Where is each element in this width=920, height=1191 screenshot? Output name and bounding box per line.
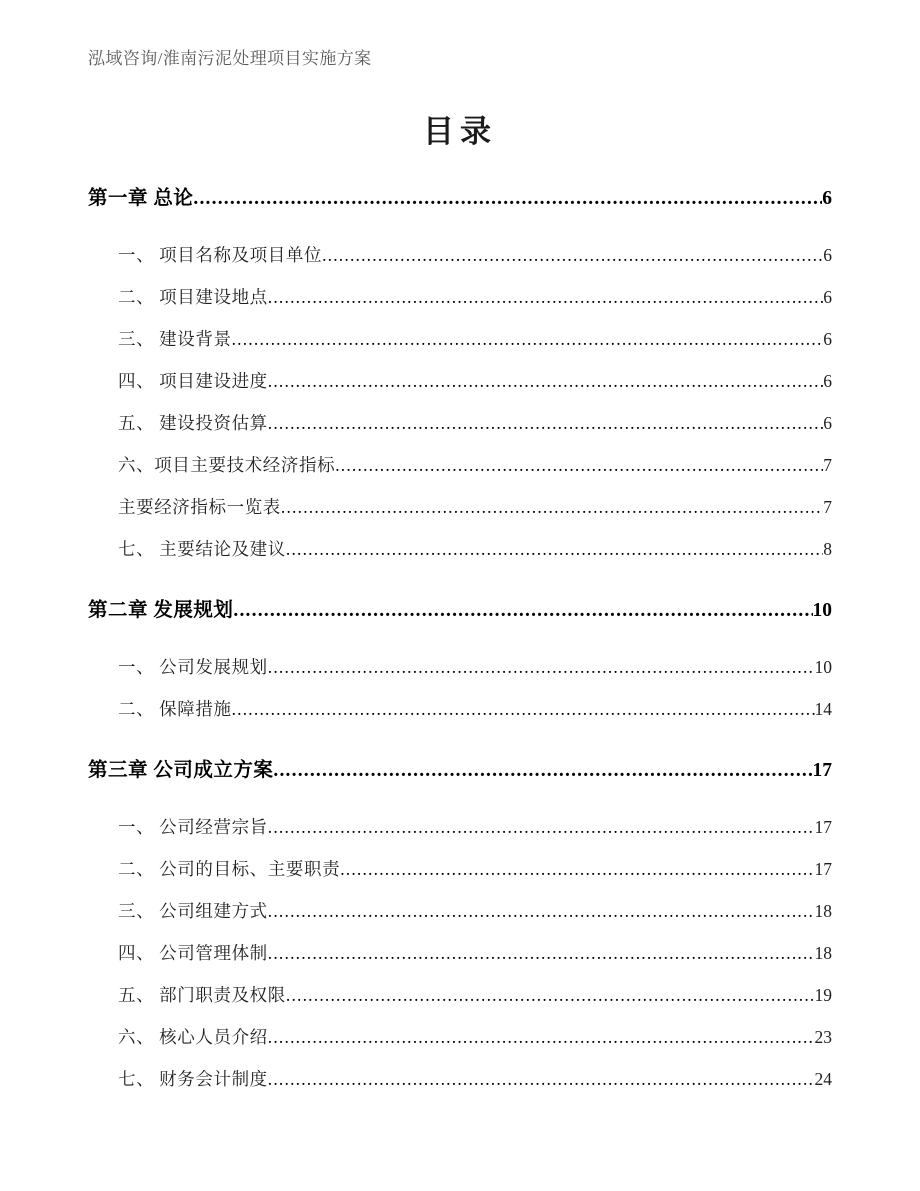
toc-section-entry[interactable]: [0, 940, 920, 982]
toc-entry-label: 第二章 发展规划: [88, 600, 234, 621]
toc-entry-label: 第一章 总论: [88, 188, 194, 209]
toc-page-number: 6: [823, 245, 832, 265]
toc-page-number: 24: [814, 1069, 832, 1089]
toc-page-number: 6: [823, 371, 832, 391]
toc-chapter-entry[interactable]: [0, 754, 920, 798]
toc-dot-leader: [268, 901, 815, 919]
toc-page-number: 6: [823, 287, 832, 307]
toc-dot-leader: [268, 287, 823, 305]
toc-dot-leader: [286, 539, 823, 557]
toc-page-number: 6: [823, 329, 832, 349]
toc-dot-leader: [233, 600, 812, 620]
toc-page-number: 6: [822, 188, 832, 209]
toc-dot-leader: [268, 817, 815, 835]
running-header: 泓域咨询/淮南污泥处理项目实施方案: [88, 49, 372, 68]
toc-page-number: 7: [823, 455, 832, 475]
toc-entry-label: 一、 公司发展规划: [118, 657, 268, 677]
toc-entry-label: 六、 核心人员介绍: [118, 1027, 268, 1047]
toc-page-number: 8: [823, 539, 832, 559]
toc-entry-label: 五、 部门职责及权限: [118, 985, 286, 1005]
toc-dot-leader: [340, 859, 814, 877]
toc-section-entry[interactable]: [0, 814, 920, 856]
toc-section-entry[interactable]: [0, 494, 920, 536]
toc-page-number: 10: [814, 657, 832, 677]
page-title: 目录: [423, 114, 497, 149]
toc-dot-leader: [335, 455, 823, 473]
toc-dot-leader: [273, 760, 812, 780]
toc-page-number: 17: [814, 859, 832, 879]
toc-entry-label: 一、 公司经营宗旨: [118, 817, 268, 837]
toc-page-number: 17: [814, 817, 832, 837]
toc-section-entry[interactable]: [0, 326, 920, 368]
toc-page-number: 18: [814, 943, 832, 963]
toc-entry-label: 一、 项目名称及项目单位: [118, 245, 323, 265]
toc-page-number: 14: [814, 699, 832, 719]
toc-section-entry[interactable]: [0, 696, 920, 738]
toc-dot-leader: [322, 245, 823, 263]
toc-dot-leader: [268, 1069, 815, 1087]
toc-entry-label: 七、 主要结论及建议: [118, 539, 286, 559]
toc-entry-label: 四、 公司管理体制: [118, 943, 268, 963]
toc-entry-label: 二、 保障措施: [118, 699, 232, 719]
toc-dot-leader: [268, 1027, 815, 1045]
toc-entry-label: 五、 建设投资估算: [118, 413, 268, 433]
toc-dot-leader: [286, 985, 815, 1003]
toc-dot-leader: [268, 657, 815, 675]
table-of-contents: [0, 182, 920, 1108]
toc-entry-label: 三、 公司组建方式: [118, 901, 268, 921]
toc-entry-label: 主要经济指标一览表: [118, 497, 281, 517]
toc-dot-leader: [193, 188, 822, 208]
toc-dot-leader: [281, 497, 823, 515]
toc-section-entry[interactable]: [0, 898, 920, 940]
toc-entry-label: 七、 财务会计制度: [118, 1069, 268, 1089]
toc-section-entry[interactable]: [0, 452, 920, 494]
toc-section-entry[interactable]: [0, 982, 920, 1024]
toc-entry-label: 二、 项目建设地点: [118, 287, 268, 307]
toc-page-number: 7: [823, 497, 832, 517]
toc-section-entry[interactable]: [0, 1066, 920, 1108]
toc-chapter-entry[interactable]: [0, 594, 920, 638]
toc-entry-label: 六、项目主要技术经济指标: [118, 455, 336, 475]
toc-page-number: 10: [812, 600, 832, 621]
toc-dot-leader: [232, 699, 815, 717]
toc-page-number: 19: [814, 985, 832, 1005]
toc-entry-label: 二、 公司的目标、主要职责: [118, 859, 341, 879]
toc-section-entry[interactable]: [0, 242, 920, 284]
toc-section-entry[interactable]: [0, 654, 920, 696]
toc-page-number: 17: [812, 760, 832, 781]
toc-dot-leader: [232, 329, 824, 347]
toc-section-entry[interactable]: [0, 856, 920, 898]
toc-section-entry[interactable]: [0, 410, 920, 452]
toc-section-entry[interactable]: [0, 284, 920, 326]
toc-section-entry[interactable]: [0, 536, 920, 578]
toc-page-number: 23: [814, 1027, 832, 1047]
toc-entry-label: 三、 建设背景: [118, 329, 232, 349]
toc-page-number: 18: [814, 901, 832, 921]
toc-dot-leader: [268, 943, 815, 961]
toc-dot-leader: [268, 413, 823, 431]
toc-section-entry[interactable]: [0, 368, 920, 410]
toc-page-number: 6: [823, 413, 832, 433]
toc-entry-label: 第三章 公司成立方案: [88, 760, 274, 781]
toc-entry-label: 四、 项目建设进度: [118, 371, 268, 391]
toc-dot-leader: [268, 371, 823, 389]
toc-section-entry[interactable]: [0, 1024, 920, 1066]
toc-chapter-entry[interactable]: [0, 182, 920, 226]
